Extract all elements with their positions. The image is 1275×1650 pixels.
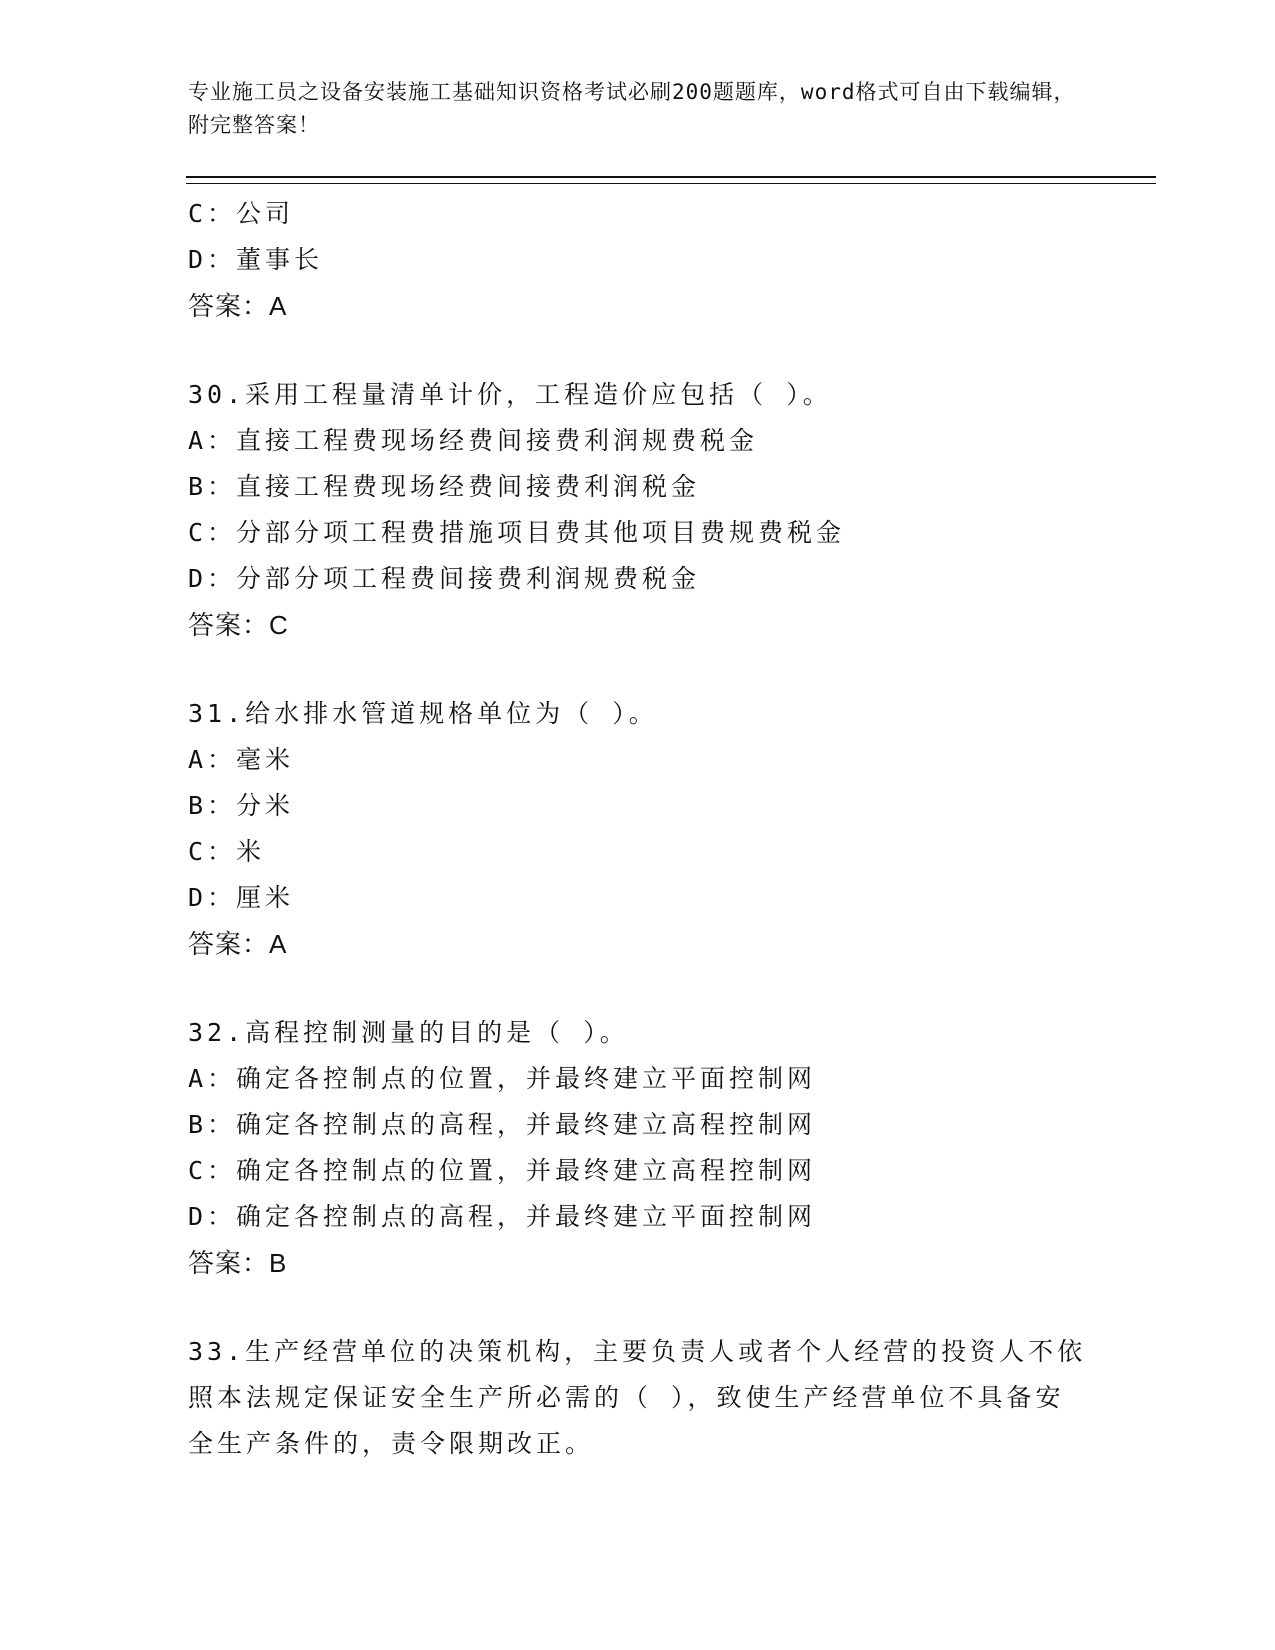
previous-option-c: C：公司 [188,199,295,228]
option-a: A：毫米 [188,745,295,774]
answer: 答案：A [188,929,288,959]
question-stem: 30.采用工程量清单计价，工程造价应包括（ ）。 [188,380,832,409]
question-content [188,191,1128,1467]
question-spacer [188,329,1128,372]
header-divider [186,176,1156,184]
option-c: C：米 [188,837,266,866]
option-a: A：确定各控制点的位置，并最终建立平面控制网 [188,1064,817,1093]
question-33 [188,1329,1128,1467]
option-d: D：厘米 [188,883,295,912]
option-d: D：确定各控制点的高程，并最终建立平面控制网 [188,1202,817,1231]
question-spacer [188,648,1128,691]
answer: 答案：C [188,610,289,640]
question-spacer [188,967,1128,1010]
option-c: C：确定各控制点的位置，并最终建立高程控制网 [188,1156,817,1185]
option-b: B：分米 [188,791,295,820]
option-b: B：确定各控制点的高程，并最终建立高程控制网 [188,1110,817,1139]
question-32 [188,1010,1128,1286]
question-30 [188,372,1128,648]
question-spacer [188,1286,1128,1329]
question-stem: 33.生产经营单位的决策机构，主要负责人或者个人经营的投资人不依照本法规定保证安全生产所必需的（ ），致使生产经营单位不具备安全生产条件的，责令限期改正。 [188,1337,1087,1458]
previous-answer: 答案：A [188,291,288,321]
document-header-title: 专业施工员之设备安装施工基础知识资格考试必刷200题题库，word格式可自由下载编辑，附完整答案！ [188,80,1076,137]
option-a: A：直接工程费现场经费间接费利润规费税金 [188,426,759,455]
question-stem: 32.高程控制测量的目的是（ ）。 [188,1018,629,1047]
previous-option-d: D：董事长 [188,245,324,274]
question-31 [188,691,1128,967]
option-d: D：分部分项工程费间接费利润规费税金 [188,564,701,593]
answer: 答案：B [188,1248,288,1278]
question-stem: 31.给水排水管道规格单位为（ ）。 [188,699,658,728]
option-c: C：分部分项工程费措施项目费其他项目费规费税金 [188,518,846,547]
option-b: B：直接工程费现场经费间接费利润税金 [188,472,701,501]
